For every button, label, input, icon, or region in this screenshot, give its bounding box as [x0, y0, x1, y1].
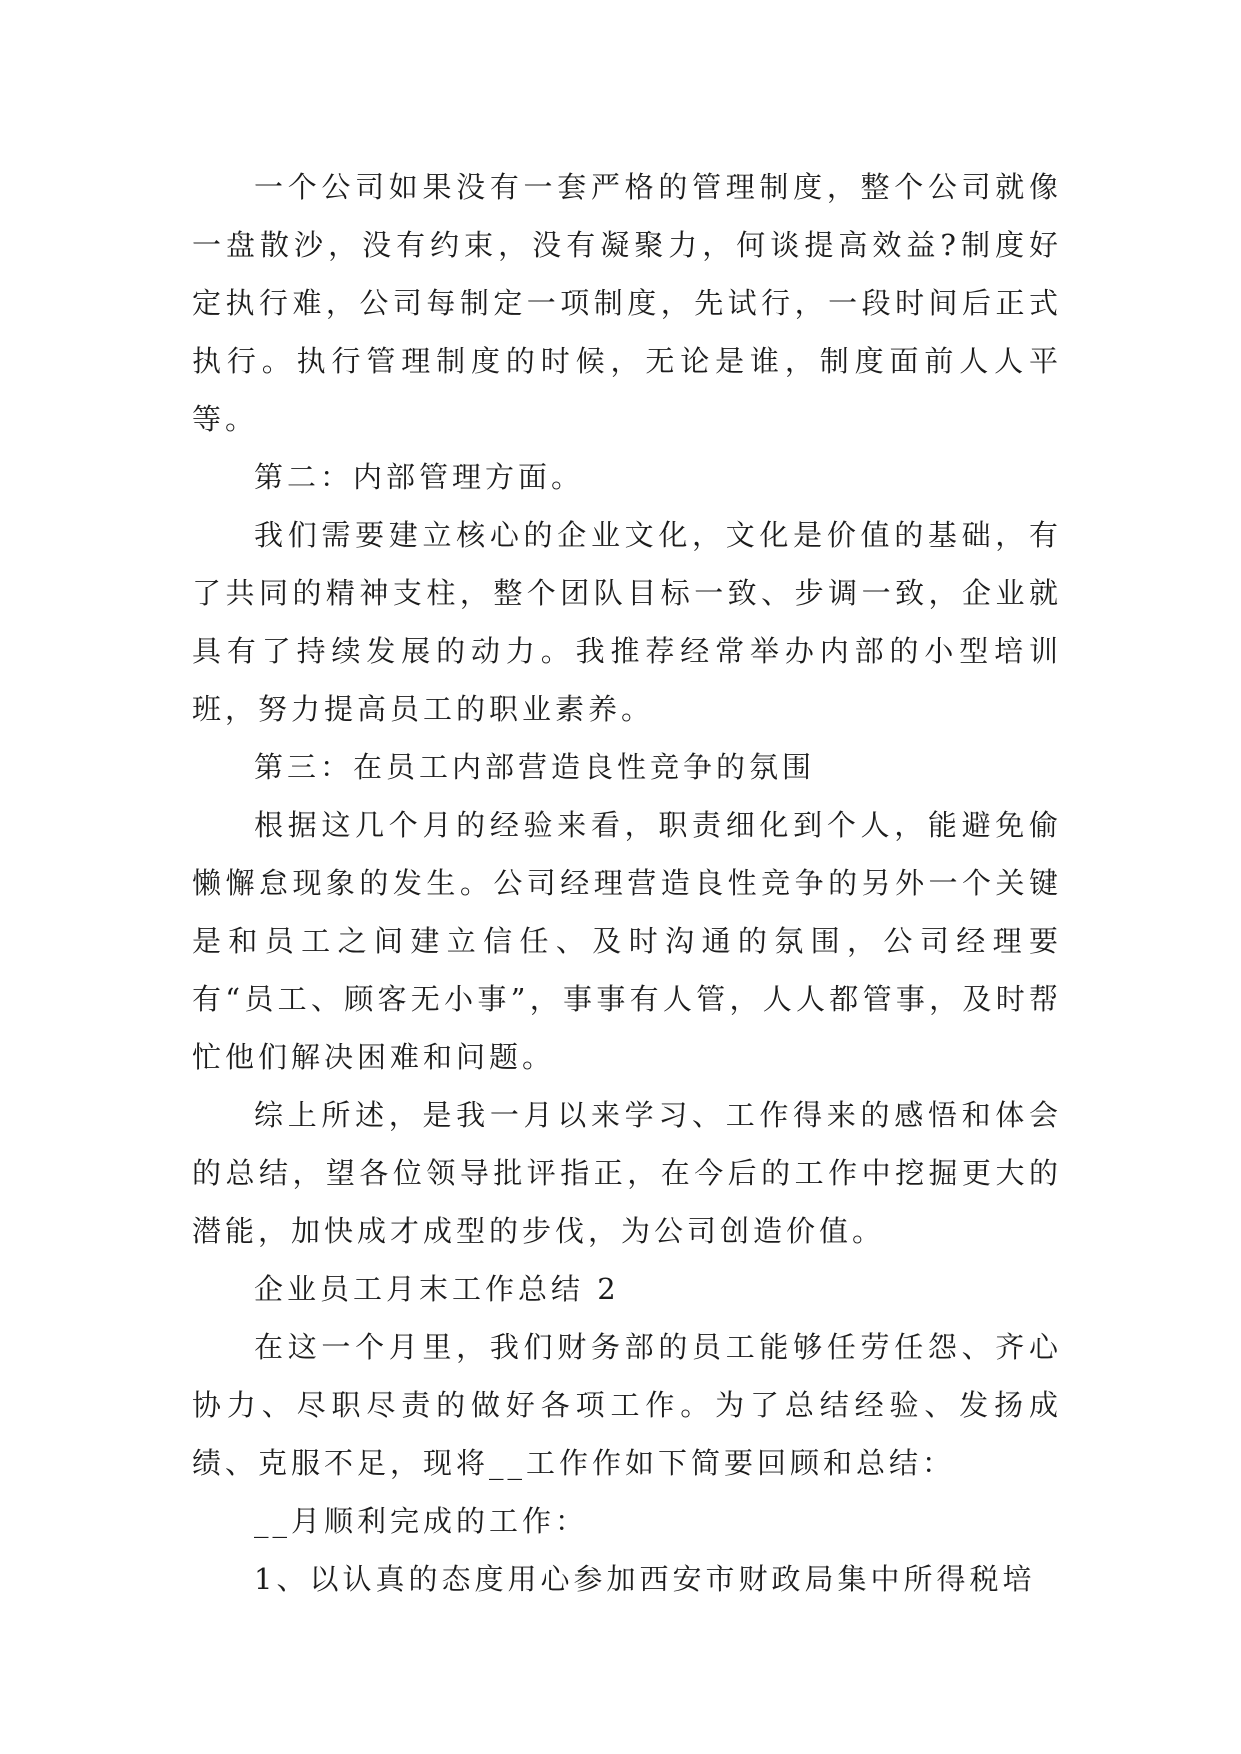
list-item-1: 1、以认真的态度用心参加西安市财政局集中所得税培 [254, 1562, 1036, 1596]
heading-completed-work: __月顺利完成的工作： [254, 1504, 589, 1538]
paragraph-management-system: 一个公司如果没有一套严格的管理制度，整个公司就像一盘散沙，没有约束，没有凝聚力，何谈提高效益?制度好定执行难，公司每制定一项制度，先试行，一段时间后正式执行。执行管理制度的时候，无论是谁，制度面前人人平等。 [192, 170, 1062, 436]
section-title-summary-2: 企业员工月末工作总结 2 [254, 1272, 620, 1306]
paragraph-finance-department: 在这一个月里，我们财务部的员工能够任劳任怨、齐心协力、尽职尽责的做好各项工作。为了总结经验、发扬成绩、克服不足，现将__工作作如下简要回顾和总结： [192, 1330, 1062, 1480]
paragraph-responsibility: 根据这几个月的经验来看，职责细化到个人，能避免偷懒懈怠现象的发生。公司经理营造良性竞争的另外一个关键是和员工之间建立信任、及时沟通的氛围，公司经理要有“员工、顾客无小事”，事事有人管，人人都管事，及时帮忙他们解决困难和问题。 [192, 808, 1062, 1074]
heading-internal-management: 第二：内部管理方面。 [254, 460, 585, 494]
heading-healthy-competition: 第三：在员工内部营造良性竞争的氛围 [254, 750, 816, 784]
paragraph-corporate-culture: 我们需要建立核心的企业文化，文化是价值的基础，有了共同的精神支柱，整个团队目标一致、步调一致，企业就具有了持续发展的动力。我推荐经常举办内部的小型培训班，努力提高员工的职业素养。 [192, 518, 1062, 726]
paragraph-conclusion: 综上所述，是我一月以来学习、工作得来的感悟和体会的总结，望各位领导批评指正，在今后的工作中挖掘更大的潜能，加快成才成型的步伐，为公司创造价值。 [192, 1098, 1062, 1248]
document-body [192, 158, 1062, 1608]
